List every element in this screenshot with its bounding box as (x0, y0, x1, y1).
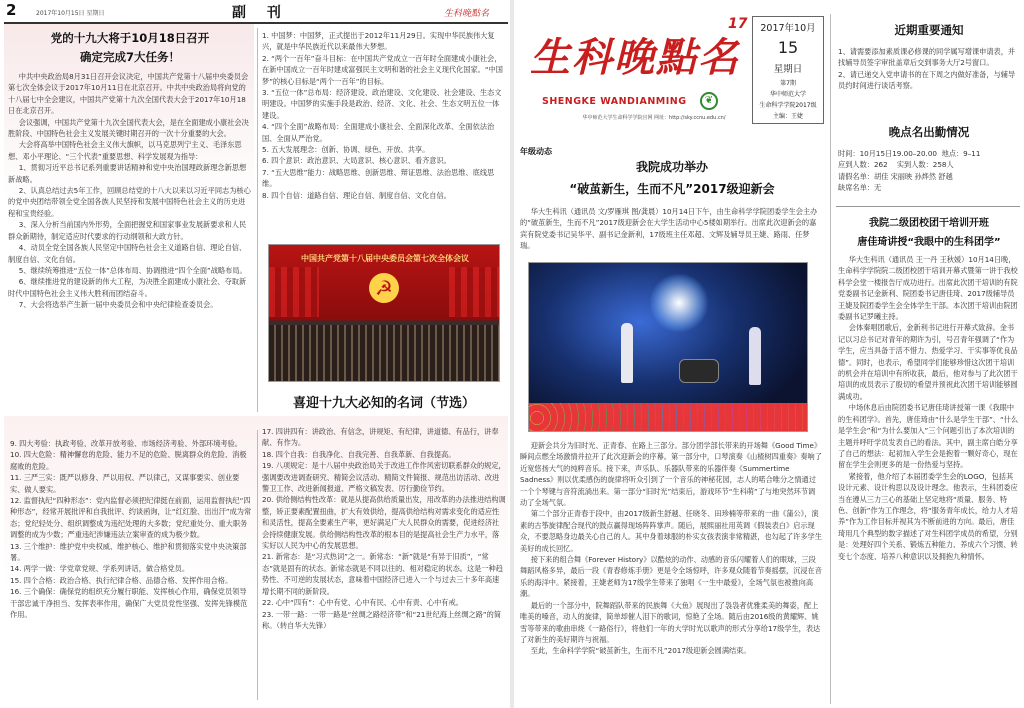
main-article-title1: 我院成功举办 (635, 160, 708, 174)
stage-spotlight (649, 273, 709, 333)
glossary-item: 14. 两学一做：学党章党规、学系列讲话，做合格党员。 (10, 564, 190, 574)
paragraph: 至此，生命科学学院“破茧新生，生而不凡”2017级迎新会圆满结束。 (530, 646, 751, 656)
paragraph: 7、大会将选举产生新一届中央委员会和中央纪律检查委员会。 (18, 300, 218, 310)
paragraph: 接下来的组合舞《Forever History》以酷炫的动作、动感的音乐闪耀着人们的眼球，三段舞蹈风格多异，最后一段《青春修炼手册》更是令全场惊呼，许多观众随着节奏摇摆，沉浸在音乐的海洋中。紧接着，王婕老师为17级学生带来了独唱《一生中最爱》，全场气氛也被推向高潮。 (520, 555, 822, 599)
glossary-item: 19. 八项规定：是十八届中央政治局关于改进工作作风密切联系群众的规定，强调要改进调查研究、精简会议活动、精简文件简报、规范出访活动、改进警卫工作、改进新闻报道、严格文稿发表、厉行勤俭节约。 (262, 461, 506, 494)
paragraph: 第二个部分正青春于段中，由2017级新生舒越、任晓冬、田珍楠等带来的一曲《蒲公》，演素的古筝旋律配合现代的鼓点赢得现场阵阵掌声。随后，展熙丽社用英调《假装表白》启示现众，不要忽略身边最关心自己的人。其中身着球服的朴实女孩表演非常精湛，也勾起了许多学生美好的成长回忆。 (520, 509, 822, 553)
glossary-bottom-left (10, 438, 252, 621)
issue-label: 第7期 (780, 80, 796, 87)
attendance-section (838, 124, 1020, 194)
date-weekday: 星期日 (773, 64, 803, 75)
side-article-body (838, 254, 1020, 562)
page-date: 2017年10月15日 星期日 (36, 10, 105, 17)
notice-item: 2、请已递交入党申请书的在下周之内做好准备，与辅导员约时间进行谈话考察。 (838, 69, 1016, 91)
notice-body (838, 46, 1020, 92)
page-header (0, 0, 510, 22)
masthead-title: 生科晚點名 (530, 34, 740, 81)
editor-line: 主编：王婕 (772, 113, 803, 120)
article-congress-announcement (8, 30, 252, 311)
side-article-title1: 我院二级团校团干培训开班 (869, 218, 989, 229)
article-title-line2: 确定完成7大任务！ (79, 50, 180, 64)
section-title: 副 刊 (232, 5, 289, 21)
glossary-item: 1. 中国梦：中国梦，正式提出于2012年11月29日。实现中华民族伟大复兴，就是中华民族近代以来最伟大梦想。 (262, 31, 495, 52)
flag-decoration (449, 267, 499, 317)
org-line2: 生命科学学院2017级 (759, 102, 817, 109)
glossary-item: 16. 三个确保：确保党的组织充分履行职能、发挥核心作用，确保党员领导干部忠诚干净担当、发挥表率作用，确保广大党员党性坚强、发挥先锋模范作用。 (10, 587, 248, 620)
attendance-expected: 应到人数：262 (838, 160, 888, 170)
paragraph: 迎新会共分为旧时光、正青春、在路上三部分。部分团学部长带来的开场舞《Good Time》瞬间点燃全场激情并拉开了此次迎新会的序幕。第一部分中，口琴演奏《山楂树四重奏》奏响了近宽悠扬大气的纯粹音乐。接下来，声乐队、乐器队带来的乐器伴奏《Summertime Sadness》则以优柔感伤的旋律将听众引到了一个音乐的神秘花园，志人的喏合唯分之情通过一个个琴键与音符流淌出来。第一部分“旧时光”结束后，游戏环节“生科萌”了与地突然环节调动了全场气氛。 (520, 441, 822, 508)
drum-kit (679, 359, 719, 383)
date-day: 15 (777, 38, 799, 57)
balloon-row (529, 403, 808, 432)
left-page (0, 0, 510, 708)
paragraph: 会议强调，中国共产党第十九次全国代表大会，是在全面建成小康社会决胜阶段、中国特色社会主义发展关键时期召开的一次十分重要的大会。 (8, 117, 249, 139)
issue-number: 17 (728, 16, 748, 32)
glossary-item: 12. 监督执纪“四种形态”：党内监督必须把纪律挺在前面，运用监督执纪“四种形态”，经常开展批评和自我批评、约谈函询，让“红红脸、出出汗”成为常态；党纪轻处分、组织调整成为违纪处理的大多数；党纪重处分、重大职务调整的成为少数；严重违纪涉嫌违法立案审查的成为极少数。 (10, 496, 252, 540)
hammer-sickle-emblem: ☭ (369, 273, 399, 303)
paragraph: 华大生科讯（通讯员 王一丹 王秋媛）10月14日晚，生命科学学院院二级团校团干培训开幕式暨第一讲于我校科学会堂一楼报告厅成功进行。出席此次团干培训的有院党委副书记金新利、院团委书记唐佳琦、2017级辅导员王婕及院团委学生会全体学生干部。本次团干培训由院团委副书记罗曦主持。 (838, 255, 1018, 322)
paragraph: 6、继续推进党的建设新的伟大工程，为决胜全面建成小康社会、夺取新时代中国特色社会主义伟大胜利而团结奋斗。 (8, 277, 247, 298)
glossary-item: 4. “四个全面”战略布局：全面建成小康社会、全面深化改革、全面依法治国、全面从严治党。 (262, 122, 495, 143)
leaf-logo-icon: ❦ (700, 92, 718, 110)
performer-figure (621, 323, 633, 383)
glossary-item: 3. “五位一体”总布局：经济建设、政治建设、文化建设、社会建设、生态文明建设。中国梦的实施手段是政治、经济、文化、社会、生态文明五位一体建设。 (262, 88, 502, 120)
right-page (514, 0, 1024, 708)
glossary-item: 23. 一带一路：一带一路是“丝绸之路经济带”和“21世纪海上丝绸之路”的简称。（转自华大先锋） (262, 609, 502, 630)
attendance-leave: 请假名单：胡佳 宋丽映 孙烨然 舒越 (838, 171, 953, 181)
attendance-actual: 实到人数：258人 (896, 160, 954, 170)
flag-decoration (269, 267, 319, 317)
paragraph: 华大生科讯（通讯员 文/罗雁琪 图/龚晨）10月14日下午，由生命科学学院团委学生会主办的“破茧新生，生而不凡”2017级迎新会在大学生活动中心5楼如期举行。出席此次迎新会的嘉宾有院党委书记吴华平、副书记金新利，17级班主任邓超、文辉及辅导员王婕、路雨、任梦瑞。 (520, 207, 818, 251)
notice-section (838, 22, 1020, 92)
attendance-title: 晚点名出勤情况 (888, 125, 970, 139)
masthead-sponsor: 华中师范大学生命科学学院官网 网址：http://sky.ccnu.edu.cn/ (582, 115, 726, 121)
glossary-top (262, 30, 506, 201)
attendance-row (838, 148, 1020, 159)
glossary-item: 13. 三个维护：维护党中央权威、维护核心、维护和贯彻落实党中央决策部署。 (10, 541, 247, 563)
main-article-title2: “破茧新生，生而不凡”2017级迎新会 (569, 182, 775, 196)
plenum-photo (268, 244, 500, 382)
paragraph: 中场休息后由院团委书记唐佳琦讲授第一课《我眼中的生科团学》。首先，唐佳琦由“什么是学生干部”、“什么是学生会”和“为什么要加入”三个问题引出了本次培训的主题并呼吁学员发表自己的看法。其中，副主席白皓分享了自己的想法：起初加入学生会是抱着一颗好奇心，现在留在学生会则更多的是一份热爱与坚持。 (838, 403, 1019, 470)
column-divider (830, 14, 831, 704)
column-divider (257, 430, 258, 700)
glossary-item: 10. 四大危险：精神懈怠的危险、能力不足的危险、脱离群众的危险、消极腐败的危险。 (10, 450, 247, 471)
glossary-item: 8. 四个自信：道路自信、理论自信、制度自信、文化自信。 (262, 190, 451, 200)
glossary-item: 11. 三严三实：既严以修身、严以用权、严以律己，又谋事要实、创业要实、做人要实。 (10, 473, 240, 494)
notice-title: 近期重要通知 (894, 23, 964, 37)
paragraph: 大会将高举中国特色社会主义伟大旗帜，以马克思列宁主义、毛泽东思想、邓小平理论、“三个代表”重要思想、科学发展观为指导： (8, 140, 242, 161)
glossary-item: 18. 四个自我：自我净化、自我完善、自我革新、自我提高。 (262, 449, 456, 459)
paragraph: 中共中央政治局8月31日召开会议决定，中国共产党第十八届中央委员会第七次全体会议于2017年10月11日在北京召开。中共中央政治局将向党的十八届七中全会建议，中国共产党第十九次全国代表大会于2017年10月18日在北京召开。 (8, 72, 249, 116)
photo-banner-text: 中国共产党第十八届中央委员会第七次全体会议 (301, 254, 469, 263)
masthead-pinyin: SHENGKE WANDIANMING (542, 96, 687, 107)
brand-small: 生科晚點名 (444, 9, 490, 19)
glossary-item: 2. “两个一百年”奋斗目标：在中国共产党成立一百年时全面建成小康社会，在新中国成立一百年时建成富强民主文明和谐的社会主义现代化国家。“中国梦”的核心目标是“两个一百年”的目标。 (262, 53, 503, 86)
date-year-month: 2017年10月 (760, 23, 816, 34)
glossary-item: 15. 四个合格：政治合格、执行纪律合格、品德合格、发挥作用合格。 (10, 575, 233, 585)
welcome-party-photo (528, 262, 808, 432)
glossary-headline: 喜迎十九大必知的名词（节选） (292, 396, 475, 411)
notice-item: 1、请需要添加素质课必修课的同学属写增课申请表，并找辅导员签字审批盖章后交到事务大厅2号窗口。 (838, 47, 1016, 68)
main-article-intro (520, 206, 822, 252)
masthead (520, 8, 750, 128)
attendance-body (838, 148, 1020, 194)
page-number: 2 (6, 1, 17, 19)
main-article-body (520, 440, 822, 657)
issue-date-box (752, 16, 824, 124)
glossary-item: 17. 四讲四有：讲政治、有信念，讲规矩、有纪律，讲道德、有品行，讲奉献、有作为。 (262, 427, 499, 448)
column-divider (257, 28, 258, 412)
attendance-row (838, 159, 1020, 170)
paragraph: 2、认真总结过去5年工作，回顾总结党的十八大以来以习近平同志为核心的党中央团结带领全党全国各族人民坚持和发展中国特色社会主义的历史进程和宝贵经验。 (8, 186, 251, 218)
attendance-absent: 缺席名单：无 (838, 183, 882, 193)
glossary-item: 9. 四大考验：执政考验、改革开放考验、市场经济考验、外部环境考验。 (10, 439, 242, 448)
glossary-bottom-right (262, 426, 506, 631)
glossary-item: 20. 供给侧结构性改革：就是从提高供给质量出发，用改革的办法推进结构调整，矫正要素配置扭曲，扩大有效供给，提高供给结构对需求变化的适应性和灵活性，提高全要素生产率，更好满足广大人民群众的需要，促进经济社会持续健康发展。供给侧结构性改革的根本目的是提高社会生产力水平，落实好以人民为中心的发展思想。 (262, 495, 506, 551)
paragraph: 紧接着，他介绍了本届团委学生会的LOGO，包括其设计元素、设计构思以及设计理念。他表示，生科团委应当在遵从三力三心的基础上坚定地将“质量、服务、特色、创新”作为工作理念，将“服务青年成长，给力人才培养”作为工作目标并视其为不断前进的方向。最后，唐佳琦用几个典型的数字描述了对生科团学成员的希望，分别是：处理好四个关系、锻炼五种能力、养成六个习惯、转变七个态度、培养八种意识以及拥抱九种情怀。 (838, 471, 1018, 561)
section-tag: 年级动态 (520, 147, 552, 156)
audience-area (269, 325, 500, 382)
attendance-place: 地点：9–11 (941, 149, 981, 158)
glossary-item: 5. 五大发展理念：创新、协调、绿色、开放、共享。 (262, 145, 430, 155)
side-article-title2: 唐佳琦讲授“我眼中的生科团学” (857, 237, 1001, 248)
paragraph: 5、继续统筹推进“五位一体”总体布局、协调推进“四个全面”战略布局。 (18, 265, 247, 275)
paragraph: 会体秦唱团歌后，金新利书记进行开幕式致辞。金书记以习总书记对青年的期许为引，号召青年强调了“作为学生，应当具备于活不惜力、热爱学习、干实事等优良品德”。同时，也表示，希望同学们能够珍惜这次团干培训的机会并在培训中有所收获，最后，他对参与了此次团干培训的成员表示了殷切的希望并预祝此次团干培训能够圆满成功。 (838, 323, 1018, 401)
paragraph: 1、贯彻习近平总书记系列重要讲话精神和党中央治国理政新理念新思想新战略。 (8, 163, 247, 184)
section-rule (836, 206, 1020, 207)
glossary-item: 22. 心中“四有”：心中有党、心中有民、心中有责、心中有戒。 (262, 598, 463, 608)
paragraph: 3、深入分析当前国内外形势，全面把握党和国家事业发展新要求和人民群众新期待，制定适应时代要求的行动纲领和大政方针。 (8, 220, 247, 241)
attendance-time: 时间：10月15日19.00–20.00 (838, 149, 937, 158)
side-article (838, 214, 1020, 562)
paragraph: 4、动员全党全国各族人民坚定中国特色社会主义道路自信、理论自信、制度自信、文化自信。 (8, 243, 247, 264)
glossary-item: 21. 新常态：是“习式热词”之一。新常态：“新”就是“有异于旧质”，“常态”就是固有的状态。新常态就是不同以往的、相对稳定的状态。这是一种趋势性、不可逆的发展状态，意味着中国经济已进入一个与过去三十多年高速增长期不同的新阶段。 (262, 552, 503, 596)
glossary-item: 7. “五大思维”能力：战略思维、创新思维、辩证思维、法治思维、底线思维。 (262, 167, 495, 189)
article-title-line1: 党的十九大将于10月18日召开 (50, 31, 210, 45)
org-line1: 华中师范大学 (769, 91, 806, 98)
article-body (8, 71, 252, 311)
performer-figure (749, 327, 761, 385)
paragraph: 最后的一个部分中，院舞蹈队带来的民族舞《大鱼》展现出了袅袅者优雅柔美的舞姿，配上唯美的嗓音，动人的旋律，简单却催人泪下的歌词，惊艳了全场。随后由2016级的黄耀辉、姚雪等带来的歌曲串烧《一路俗行》，将他们一年的大学时光以歌声的形式分享给17级学生，表达了对新生的美好期许与祝福。 (520, 600, 821, 644)
glossary-item: 6. 四个意识：政治意识、大局意识、核心意识、看齐意识。 (262, 156, 451, 166)
